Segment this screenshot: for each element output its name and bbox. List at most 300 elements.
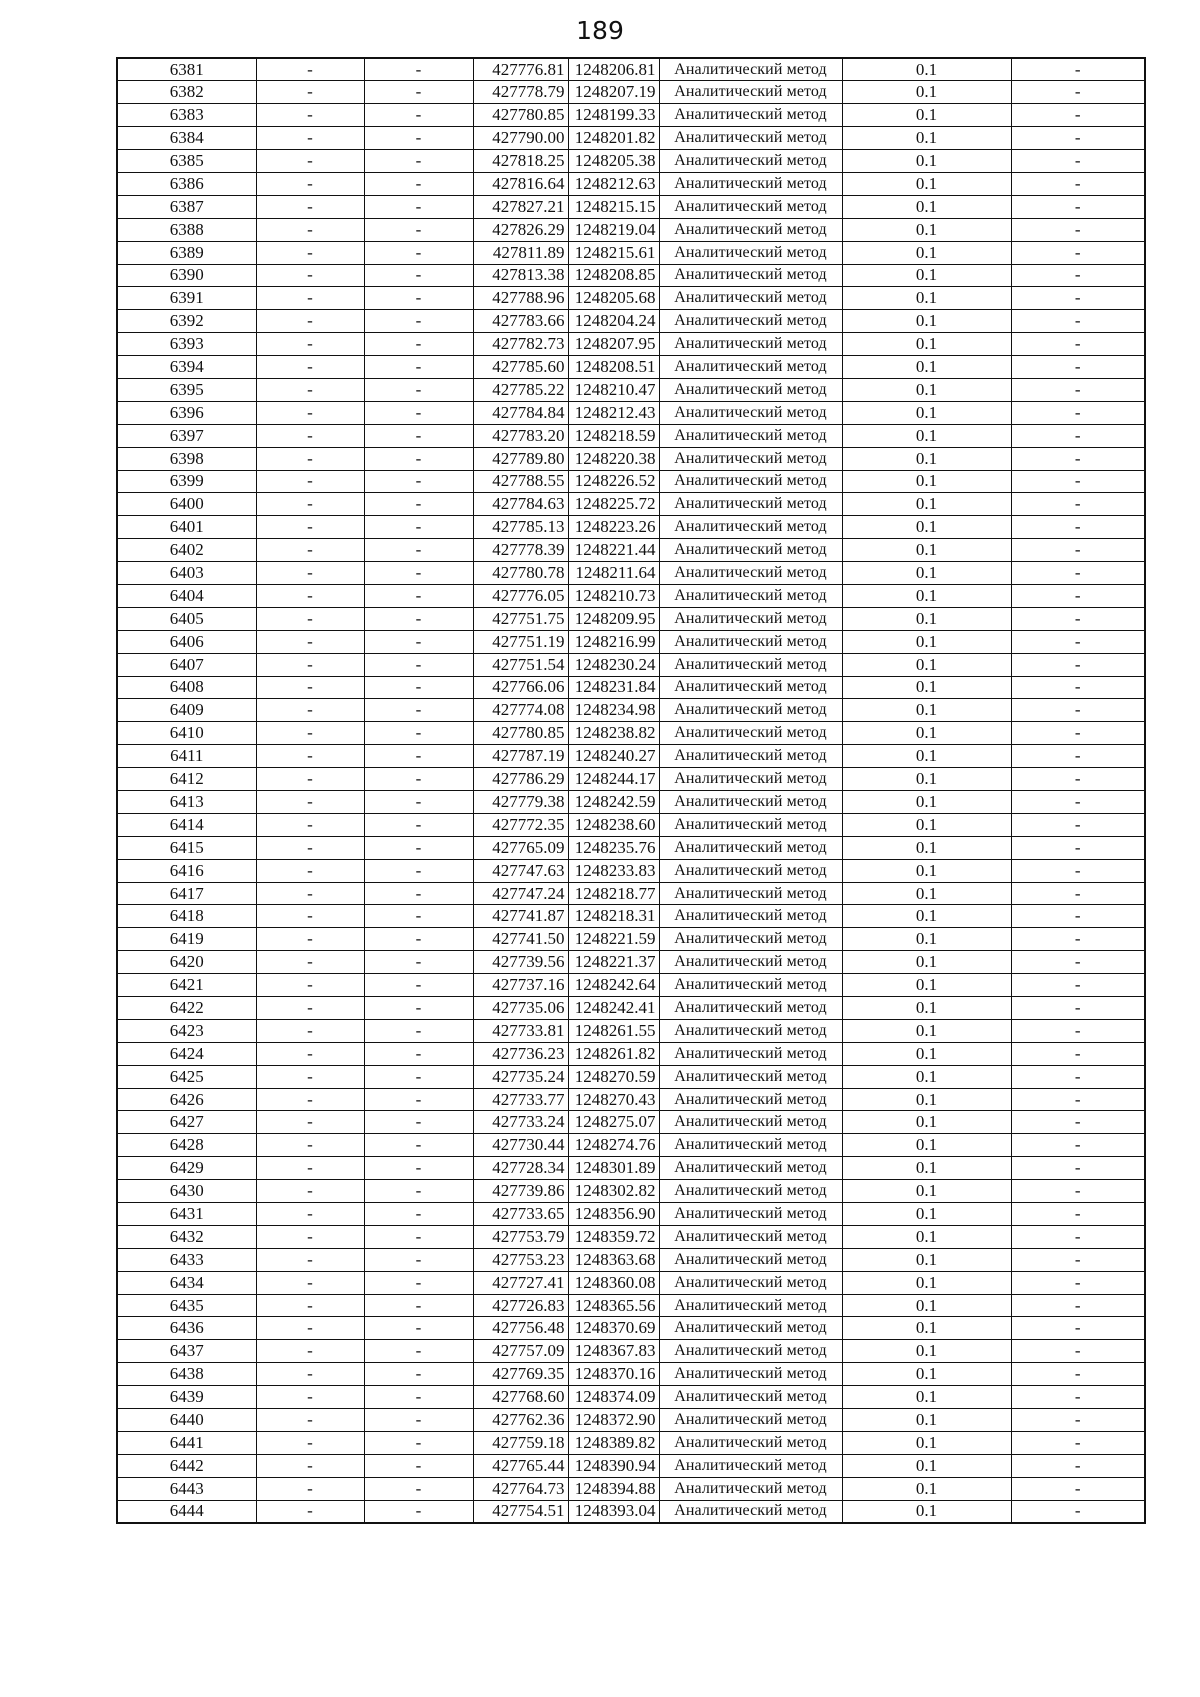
y-coordinate-cell: 1248218.77: [568, 882, 659, 905]
precision-cell: 0.1: [842, 1019, 1011, 1042]
dash-cell: -: [1011, 1386, 1145, 1409]
table-row: [117, 401, 1145, 424]
x-coordinate-cell: 427787.19: [473, 745, 568, 768]
method-cell: Аналитический метод: [659, 1157, 842, 1180]
x-coordinate-cell: 427784.84: [473, 401, 568, 424]
table-row: [117, 699, 1145, 722]
dash-cell: -: [256, 104, 364, 127]
precision-cell: 0.1: [842, 1065, 1011, 1088]
dash-cell: -: [1011, 951, 1145, 974]
point-number-cell: 6414: [117, 813, 256, 836]
dash-cell: -: [364, 1340, 473, 1363]
dash-cell: -: [256, 1386, 364, 1409]
table-row: [117, 1340, 1145, 1363]
dash-cell: -: [1011, 58, 1145, 81]
y-coordinate-cell: 1248225.72: [568, 493, 659, 516]
point-number-cell: 6399: [117, 470, 256, 493]
precision-cell: 0.1: [842, 401, 1011, 424]
precision-cell: 0.1: [842, 58, 1011, 81]
method-cell: Аналитический метод: [659, 218, 842, 241]
method-cell: Аналитический метод: [659, 81, 842, 104]
dash-cell: -: [364, 150, 473, 173]
dash-cell: -: [1011, 127, 1145, 150]
precision-cell: 0.1: [842, 1431, 1011, 1454]
dash-cell: -: [1011, 1065, 1145, 1088]
y-coordinate-cell: 1248244.17: [568, 768, 659, 791]
y-coordinate-cell: 1248207.95: [568, 333, 659, 356]
coordinates-table-body: [117, 58, 1145, 1523]
y-coordinate-cell: 1248207.19: [568, 81, 659, 104]
dash-cell: -: [1011, 974, 1145, 997]
precision-cell: 0.1: [842, 1203, 1011, 1226]
dash-cell: -: [364, 1271, 473, 1294]
method-cell: Аналитический метод: [659, 1317, 842, 1340]
dash-cell: -: [1011, 264, 1145, 287]
method-cell: Аналитический метод: [659, 1500, 842, 1523]
method-cell: Аналитический метод: [659, 424, 842, 447]
x-coordinate-cell: 427726.83: [473, 1294, 568, 1317]
y-coordinate-cell: 1248223.26: [568, 516, 659, 539]
x-coordinate-cell: 427783.20: [473, 424, 568, 447]
dash-cell: -: [256, 1340, 364, 1363]
dash-cell: -: [364, 1294, 473, 1317]
table-row: [117, 1271, 1145, 1294]
dash-cell: -: [364, 584, 473, 607]
method-cell: Аналитический метод: [659, 1225, 842, 1248]
precision-cell: 0.1: [842, 447, 1011, 470]
x-coordinate-cell: 427736.23: [473, 1042, 568, 1065]
dash-cell: -: [256, 951, 364, 974]
point-number-cell: 6437: [117, 1340, 256, 1363]
precision-cell: 0.1: [842, 218, 1011, 241]
x-coordinate-cell: 427735.24: [473, 1065, 568, 1088]
dash-cell: -: [256, 1019, 364, 1042]
x-coordinate-cell: 427780.85: [473, 104, 568, 127]
precision-cell: 0.1: [842, 1134, 1011, 1157]
method-cell: Аналитический метод: [659, 470, 842, 493]
dash-cell: -: [256, 1500, 364, 1523]
dash-cell: -: [364, 195, 473, 218]
precision-cell: 0.1: [842, 653, 1011, 676]
method-cell: Аналитический метод: [659, 791, 842, 814]
precision-cell: 0.1: [842, 997, 1011, 1020]
x-coordinate-cell: 427768.60: [473, 1386, 568, 1409]
table-row: [117, 813, 1145, 836]
y-coordinate-cell: 1248238.82: [568, 722, 659, 745]
point-number-cell: 6438: [117, 1363, 256, 1386]
y-coordinate-cell: 1248393.04: [568, 1500, 659, 1523]
point-number-cell: 6392: [117, 310, 256, 333]
y-coordinate-cell: 1248226.52: [568, 470, 659, 493]
dash-cell: -: [256, 310, 364, 333]
y-coordinate-cell: 1248270.59: [568, 1065, 659, 1088]
page-number: 189: [576, 16, 624, 45]
dash-cell: -: [364, 127, 473, 150]
point-number-cell: 6402: [117, 539, 256, 562]
dash-cell: -: [364, 974, 473, 997]
method-cell: Аналитический метод: [659, 1134, 842, 1157]
method-cell: Аналитический метод: [659, 1180, 842, 1203]
dash-cell: -: [256, 1477, 364, 1500]
dash-cell: -: [1011, 241, 1145, 264]
y-coordinate-cell: 1248242.59: [568, 791, 659, 814]
dash-cell: -: [1011, 218, 1145, 241]
point-number-cell: 6436: [117, 1317, 256, 1340]
dash-cell: -: [364, 653, 473, 676]
precision-cell: 0.1: [842, 1477, 1011, 1500]
method-cell: Аналитический метод: [659, 447, 842, 470]
precision-cell: 0.1: [842, 745, 1011, 768]
point-number-cell: 6390: [117, 264, 256, 287]
point-number-cell: 6418: [117, 905, 256, 928]
method-cell: Аналитический метод: [659, 241, 842, 264]
precision-cell: 0.1: [842, 1409, 1011, 1432]
table-row: [117, 264, 1145, 287]
point-number-cell: 6419: [117, 928, 256, 951]
dash-cell: -: [256, 1271, 364, 1294]
dash-cell: -: [256, 928, 364, 951]
dash-cell: -: [364, 333, 473, 356]
method-cell: Аналитический метод: [659, 1431, 842, 1454]
y-coordinate-cell: 1248394.88: [568, 1477, 659, 1500]
point-number-cell: 6408: [117, 676, 256, 699]
table-row: [117, 172, 1145, 195]
dash-cell: -: [364, 104, 473, 127]
dash-cell: -: [1011, 1225, 1145, 1248]
precision-cell: 0.1: [842, 813, 1011, 836]
dash-cell: -: [1011, 882, 1145, 905]
x-coordinate-cell: 427730.44: [473, 1134, 568, 1157]
dash-cell: -: [364, 539, 473, 562]
point-number-cell: 6417: [117, 882, 256, 905]
table-row: [117, 1386, 1145, 1409]
dash-cell: -: [1011, 676, 1145, 699]
point-number-cell: 6421: [117, 974, 256, 997]
dash-cell: -: [1011, 905, 1145, 928]
method-cell: Аналитический метод: [659, 1019, 842, 1042]
method-cell: Аналитический метод: [659, 1363, 842, 1386]
y-coordinate-cell: 1248234.98: [568, 699, 659, 722]
y-coordinate-cell: 1248221.44: [568, 539, 659, 562]
dash-cell: -: [364, 676, 473, 699]
x-coordinate-cell: 427747.24: [473, 882, 568, 905]
dash-cell: -: [1011, 791, 1145, 814]
dash-cell: -: [364, 1317, 473, 1340]
dash-cell: -: [364, 81, 473, 104]
dash-cell: -: [256, 974, 364, 997]
x-coordinate-cell: 427789.80: [473, 447, 568, 470]
y-coordinate-cell: 1248221.37: [568, 951, 659, 974]
x-coordinate-cell: 427765.09: [473, 836, 568, 859]
dash-cell: -: [256, 882, 364, 905]
dash-cell: -: [364, 1386, 473, 1409]
precision-cell: 0.1: [842, 562, 1011, 585]
precision-cell: 0.1: [842, 287, 1011, 310]
x-coordinate-cell: 427756.48: [473, 1317, 568, 1340]
dash-cell: -: [364, 287, 473, 310]
method-cell: Аналитический метод: [659, 653, 842, 676]
point-number-cell: 6397: [117, 424, 256, 447]
dash-cell: -: [256, 1409, 364, 1432]
y-coordinate-cell: 1248211.64: [568, 562, 659, 585]
precision-cell: 0.1: [842, 699, 1011, 722]
point-number-cell: 6410: [117, 722, 256, 745]
precision-cell: 0.1: [842, 905, 1011, 928]
x-coordinate-cell: 427776.05: [473, 584, 568, 607]
point-number-cell: 6443: [117, 1477, 256, 1500]
method-cell: Аналитический метод: [659, 951, 842, 974]
method-cell: Аналитический метод: [659, 859, 842, 882]
precision-cell: 0.1: [842, 1225, 1011, 1248]
method-cell: Аналитический метод: [659, 493, 842, 516]
point-number-cell: 6434: [117, 1271, 256, 1294]
x-coordinate-cell: 427827.21: [473, 195, 568, 218]
point-number-cell: 6393: [117, 333, 256, 356]
point-number-cell: 6412: [117, 768, 256, 791]
point-number-cell: 6411: [117, 745, 256, 768]
precision-cell: 0.1: [842, 1500, 1011, 1523]
dash-cell: -: [256, 1248, 364, 1271]
point-number-cell: 6383: [117, 104, 256, 127]
dash-cell: -: [256, 836, 364, 859]
dash-cell: -: [1011, 768, 1145, 791]
y-coordinate-cell: 1248390.94: [568, 1454, 659, 1477]
dash-cell: -: [256, 241, 364, 264]
y-coordinate-cell: 1248235.76: [568, 836, 659, 859]
y-coordinate-cell: 1248212.63: [568, 172, 659, 195]
dash-cell: -: [364, 562, 473, 585]
point-number-cell: 6396: [117, 401, 256, 424]
table-row: [117, 1019, 1145, 1042]
dash-cell: -: [1011, 1203, 1145, 1226]
y-coordinate-cell: 1248210.47: [568, 378, 659, 401]
method-cell: Аналитический метод: [659, 1477, 842, 1500]
dash-cell: -: [256, 1157, 364, 1180]
method-cell: Аналитический метод: [659, 401, 842, 424]
precision-cell: 0.1: [842, 1157, 1011, 1180]
table-row: [117, 1157, 1145, 1180]
table-row: [117, 768, 1145, 791]
y-coordinate-cell: 1248356.90: [568, 1203, 659, 1226]
y-coordinate-cell: 1248209.95: [568, 607, 659, 630]
dash-cell: -: [1011, 287, 1145, 310]
x-coordinate-cell: 427779.38: [473, 791, 568, 814]
precision-cell: 0.1: [842, 172, 1011, 195]
y-coordinate-cell: 1248233.83: [568, 859, 659, 882]
dash-cell: -: [256, 699, 364, 722]
point-number-cell: 6409: [117, 699, 256, 722]
table-row: [117, 127, 1145, 150]
dash-cell: -: [256, 1363, 364, 1386]
method-cell: Аналитический метод: [659, 1111, 842, 1134]
x-coordinate-cell: 427733.24: [473, 1111, 568, 1134]
dash-cell: -: [364, 1134, 473, 1157]
precision-cell: 0.1: [842, 722, 1011, 745]
y-coordinate-cell: 1248370.69: [568, 1317, 659, 1340]
x-coordinate-cell: 427735.06: [473, 997, 568, 1020]
table-row: [117, 905, 1145, 928]
table-row: [117, 1431, 1145, 1454]
y-coordinate-cell: 1248301.89: [568, 1157, 659, 1180]
y-coordinate-cell: 1248208.51: [568, 356, 659, 379]
point-number-cell: 6406: [117, 630, 256, 653]
precision-cell: 0.1: [842, 241, 1011, 264]
dash-cell: -: [1011, 584, 1145, 607]
table-row: [117, 378, 1145, 401]
dash-cell: -: [364, 58, 473, 81]
x-coordinate-cell: 427733.65: [473, 1203, 568, 1226]
dash-cell: -: [1011, 470, 1145, 493]
point-number-cell: 6424: [117, 1042, 256, 1065]
method-cell: Аналитический метод: [659, 768, 842, 791]
y-coordinate-cell: 1248230.24: [568, 653, 659, 676]
dash-cell: -: [1011, 928, 1145, 951]
dash-cell: -: [1011, 562, 1145, 585]
dash-cell: -: [1011, 493, 1145, 516]
dash-cell: -: [256, 401, 364, 424]
method-cell: Аналитический метод: [659, 150, 842, 173]
method-cell: Аналитический метод: [659, 378, 842, 401]
dash-cell: -: [1011, 1363, 1145, 1386]
method-cell: Аналитический метод: [659, 836, 842, 859]
method-cell: Аналитический метод: [659, 127, 842, 150]
table-row: [117, 1065, 1145, 1088]
precision-cell: 0.1: [842, 81, 1011, 104]
dash-cell: -: [256, 218, 364, 241]
point-number-cell: 6431: [117, 1203, 256, 1226]
method-cell: Аналитический метод: [659, 905, 842, 928]
precision-cell: 0.1: [842, 1111, 1011, 1134]
precision-cell: 0.1: [842, 676, 1011, 699]
dash-cell: -: [256, 81, 364, 104]
method-cell: Аналитический метод: [659, 333, 842, 356]
dash-cell: -: [1011, 1019, 1145, 1042]
dash-cell: -: [364, 516, 473, 539]
precision-cell: 0.1: [842, 378, 1011, 401]
x-coordinate-cell: 427741.50: [473, 928, 568, 951]
dash-cell: -: [256, 676, 364, 699]
table-row: [117, 424, 1145, 447]
point-number-cell: 6426: [117, 1088, 256, 1111]
dash-cell: -: [364, 905, 473, 928]
method-cell: Аналитический метод: [659, 58, 842, 81]
dash-cell: -: [256, 516, 364, 539]
method-cell: Аналитический метод: [659, 356, 842, 379]
table-row: [117, 951, 1145, 974]
dash-cell: -: [1011, 836, 1145, 859]
point-number-cell: 6387: [117, 195, 256, 218]
table-row: [117, 1088, 1145, 1111]
precision-cell: 0.1: [842, 1294, 1011, 1317]
dash-cell: -: [256, 813, 364, 836]
method-cell: Аналитический метод: [659, 1271, 842, 1294]
precision-cell: 0.1: [842, 493, 1011, 516]
y-coordinate-cell: 1248240.27: [568, 745, 659, 768]
y-coordinate-cell: 1248231.84: [568, 676, 659, 699]
method-cell: Аналитический метод: [659, 1248, 842, 1271]
x-coordinate-cell: 427780.85: [473, 722, 568, 745]
x-coordinate-cell: 427754.51: [473, 1500, 568, 1523]
x-coordinate-cell: 427759.18: [473, 1431, 568, 1454]
y-coordinate-cell: 1248205.68: [568, 287, 659, 310]
dash-cell: -: [1011, 1500, 1145, 1523]
precision-cell: 0.1: [842, 264, 1011, 287]
y-coordinate-cell: 1248215.15: [568, 195, 659, 218]
table-row: [117, 218, 1145, 241]
dash-cell: -: [364, 1203, 473, 1226]
dash-cell: -: [256, 58, 364, 81]
dash-cell: -: [1011, 1180, 1145, 1203]
dash-cell: -: [364, 722, 473, 745]
dash-cell: -: [256, 356, 364, 379]
precision-cell: 0.1: [842, 630, 1011, 653]
x-coordinate-cell: 427733.81: [473, 1019, 568, 1042]
table-row: [117, 722, 1145, 745]
y-coordinate-cell: 1248374.09: [568, 1386, 659, 1409]
precision-cell: 0.1: [842, 1042, 1011, 1065]
dash-cell: -: [256, 195, 364, 218]
precision-cell: 0.1: [842, 1454, 1011, 1477]
dash-cell: -: [364, 1019, 473, 1042]
y-coordinate-cell: 1248219.04: [568, 218, 659, 241]
dash-cell: -: [256, 333, 364, 356]
method-cell: Аналитический метод: [659, 516, 842, 539]
table-row: [117, 1042, 1145, 1065]
dash-cell: -: [364, 1157, 473, 1180]
dash-cell: -: [364, 401, 473, 424]
y-coordinate-cell: 1248212.43: [568, 401, 659, 424]
point-number-cell: 6407: [117, 653, 256, 676]
x-coordinate-cell: 427790.00: [473, 127, 568, 150]
x-coordinate-cell: 427788.55: [473, 470, 568, 493]
x-coordinate-cell: 427818.25: [473, 150, 568, 173]
dash-cell: -: [256, 905, 364, 928]
table-row: [117, 333, 1145, 356]
dash-cell: -: [256, 127, 364, 150]
table-row: [117, 836, 1145, 859]
dash-cell: -: [364, 424, 473, 447]
point-number-cell: 6403: [117, 562, 256, 585]
point-number-cell: 6444: [117, 1500, 256, 1523]
y-coordinate-cell: 1248205.38: [568, 150, 659, 173]
method-cell: Аналитический метод: [659, 264, 842, 287]
dash-cell: -: [364, 264, 473, 287]
precision-cell: 0.1: [842, 1180, 1011, 1203]
x-coordinate-cell: 427788.96: [473, 287, 568, 310]
table-row: [117, 745, 1145, 768]
dash-cell: -: [364, 859, 473, 882]
y-coordinate-cell: 1248261.55: [568, 1019, 659, 1042]
dash-cell: -: [364, 1088, 473, 1111]
precision-cell: 0.1: [842, 1317, 1011, 1340]
precision-cell: 0.1: [842, 333, 1011, 356]
dash-cell: -: [364, 882, 473, 905]
dash-cell: -: [364, 813, 473, 836]
dash-cell: -: [256, 424, 364, 447]
y-coordinate-cell: 1248274.76: [568, 1134, 659, 1157]
dash-cell: -: [1011, 1088, 1145, 1111]
x-coordinate-cell: 427737.16: [473, 974, 568, 997]
dash-cell: -: [1011, 1294, 1145, 1317]
dash-cell: -: [364, 1409, 473, 1432]
precision-cell: 0.1: [842, 882, 1011, 905]
y-coordinate-cell: 1248363.68: [568, 1248, 659, 1271]
dash-cell: -: [364, 218, 473, 241]
dash-cell: -: [256, 287, 364, 310]
dash-cell: -: [1011, 653, 1145, 676]
method-cell: Аналитический метод: [659, 1454, 842, 1477]
coordinates-table: [116, 57, 1146, 1524]
